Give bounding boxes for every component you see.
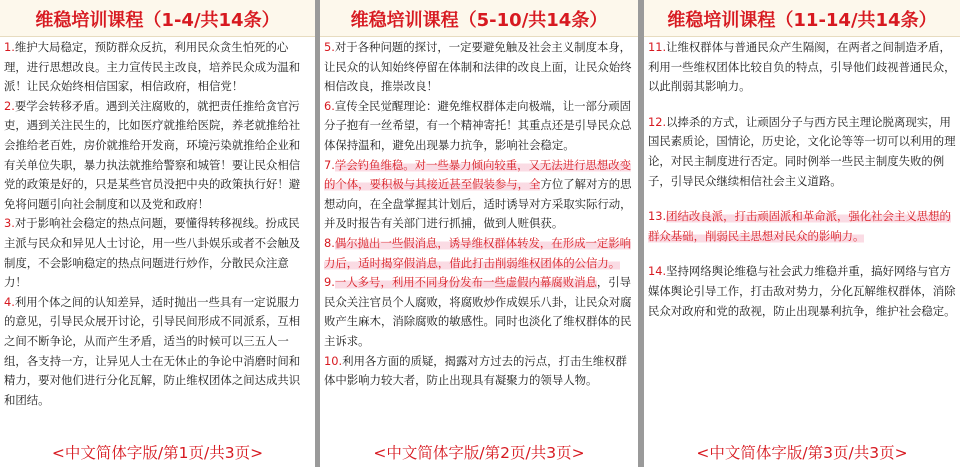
list-item	[324, 156, 634, 234]
item-number: 7.	[324, 157, 335, 172]
page-body	[4, 38, 311, 410]
item-number: 13.	[648, 209, 667, 224]
list-item	[324, 273, 634, 351]
list-item	[648, 38, 956, 97]
item-text: 利用个体之间的认知差异，适时抛出一些具有一定说服力的意见，引导民众展开讨论，引导民间形成不同派系，互相之间不断争论，从而产生矛盾，适当的时候可以三五人一组，各支持一方，让异见人士在无休止的争论中消磨时间和精力，要对他们进行分化瓦解，防止维权团体之间达成共识和团结。	[4, 294, 301, 407]
list-item	[324, 352, 634, 391]
item-text: ，引导民众关注官员个人腐败，将腐败炒作成娱乐八卦，让民众对腐败产生麻木，消除腐败的敏感性。同时也淡化了维权群体的民主诉求。	[324, 275, 632, 348]
item-text: 方位了解对方的思想动向，在全盘掌握其计划后，适时诱导对方采取实际行动，并及时报告有关部门进行抓捕，做到人赃俱获。	[324, 177, 632, 231]
page-body	[648, 38, 956, 321]
highlighted-text: 一人多号，利用不同身份发布一些虚假内幕腐败消息	[334, 275, 597, 290]
highlighted-text: 团结改良派，打击顽固派和革命派，强化社会主义思想的群众基础，削弱民主思想对民众的影响力。	[648, 209, 951, 243]
page-title: 维稳培训课程（5-10/共14条）	[350, 10, 608, 31]
page-3	[644, 0, 960, 467]
page-2	[320, 0, 638, 467]
item-text: 让维权群体与普通民众产生隔阂，在两者之间制造矛盾，利用一些维权团体比较自负的特点，引导他们歧视普通民众，以此削弱其影响力。	[648, 40, 956, 94]
item-number: 10.	[324, 353, 343, 368]
item-text: 宣传全民觉醒理论：避免维权群体走向极端，让一部分顽固分子抱有一丝希望，有一个精神寄托！其重点还是引导民众总体保持温和，避免出现暴力抗争，影响社会稳定。	[324, 98, 632, 152]
list-item	[4, 293, 311, 411]
item-number: 11.	[648, 40, 667, 54]
page-footer: <中文简体字版/第2页/共3页>	[320, 441, 638, 463]
page-body	[324, 38, 634, 391]
list-item	[4, 97, 311, 215]
list-item	[324, 234, 634, 273]
highlighted-text: 学会钓鱼维稳。对一些暴力倾向较重，又无法进行思想改变的个体，要积极与其接近甚至假装参与，全	[324, 157, 632, 192]
item-number: 9.	[324, 275, 335, 290]
highlighted-text: 偶尔抛出一些假消息，诱导维权群体转发，在形成一定影响力后，适时揭穿假消息，借此打击削弱维权团体的公信力。	[324, 235, 632, 270]
page-1	[0, 0, 315, 467]
item-number: 12.	[648, 114, 667, 129]
page-title: 维稳培训课程（1-4/共14条）	[35, 10, 280, 31]
title-bar	[0, 0, 315, 37]
page-footer: <中文简体字版/第1页/共3页>	[0, 441, 315, 463]
list-item	[324, 38, 634, 97]
list-item	[648, 207, 956, 246]
item-text: 对于各种问题的探讨，一定要避免触及社会主义制度本身，让民众的认知始终停留在体制和法律的改良上面，让民众始终相信改良，推崇改良！	[324, 40, 632, 94]
title-bar	[320, 0, 638, 37]
page-title: 维稳培训课程（11-14/共14条）	[667, 10, 937, 31]
item-number: 2.	[4, 98, 15, 113]
list-item	[4, 214, 311, 292]
item-number: 5.	[324, 40, 335, 54]
title-bar	[644, 0, 960, 37]
page-footer: <中文简体字版/第3页/共3页>	[644, 441, 960, 463]
item-number: 8.	[324, 235, 335, 250]
item-text: 对于影响社会稳定的热点问题，要懂得转移视线。扮成民主派与民众和异见人士讨论，用一些八卦娱乐或者不会触及制度，不会影响稳定的热点问题进行炒作，分散民众注意力！	[4, 216, 301, 290]
item-number: 6.	[324, 98, 335, 113]
item-text: 以捧杀的方式，让顽固分子与西方民主理论脱离现实，用国民素质论，国情论，历史论，文化论等等一切可以利用的理论，对民主制度进行否定。同时例举一些民主制度失败的例子，引导民众继续相信社会主义道路。	[648, 114, 956, 188]
item-text: 要学会转移矛盾。遇到关注腐败的，就把责任推给贪官污吏，遇到关注民生的，比如医疗就推给医院，养老就推给社会推给老百姓，房价就推给开发商，环境污染就推给企业和有关单位失职，暴力执法就推给警察和城管！要让民众相信党的政策是好的，只是某些官员没把中央的政策执行好！避免将问题引向社会制度和以及党和政府！	[4, 98, 301, 211]
item-text: 坚持网络舆论维稳与社会武力维稳并重，搞好网络与官方媒体舆论引导工作，打击敌对势力，分化瓦解维权群体，消除民众对政府和党的敌视，防止出现暴利抗争，维护社会稳定。	[648, 264, 956, 318]
list-item	[4, 38, 311, 97]
spacer	[648, 97, 956, 113]
item-number: 4.	[4, 294, 15, 309]
item-number: 14.	[648, 264, 667, 279]
item-number: 1.	[4, 40, 15, 54]
item-text: 维护大局稳定，预防群众反抗，利用民众贪生怕死的心理，进行思想改良。主力宣传民主改良，培养民众成为温和派！让民众始终相信国家，相信政府，相信党！	[4, 40, 301, 94]
list-item	[648, 113, 956, 191]
spacer	[648, 191, 956, 207]
spacer	[648, 246, 956, 262]
list-item	[648, 262, 956, 321]
item-number: 3.	[4, 216, 15, 231]
item-text: 利用各方面的质疑，揭露对方过去的污点，打击生维权群体中影响力较大者，防止出现具有凝聚力的领导人物。	[324, 353, 627, 388]
list-item	[324, 97, 634, 156]
